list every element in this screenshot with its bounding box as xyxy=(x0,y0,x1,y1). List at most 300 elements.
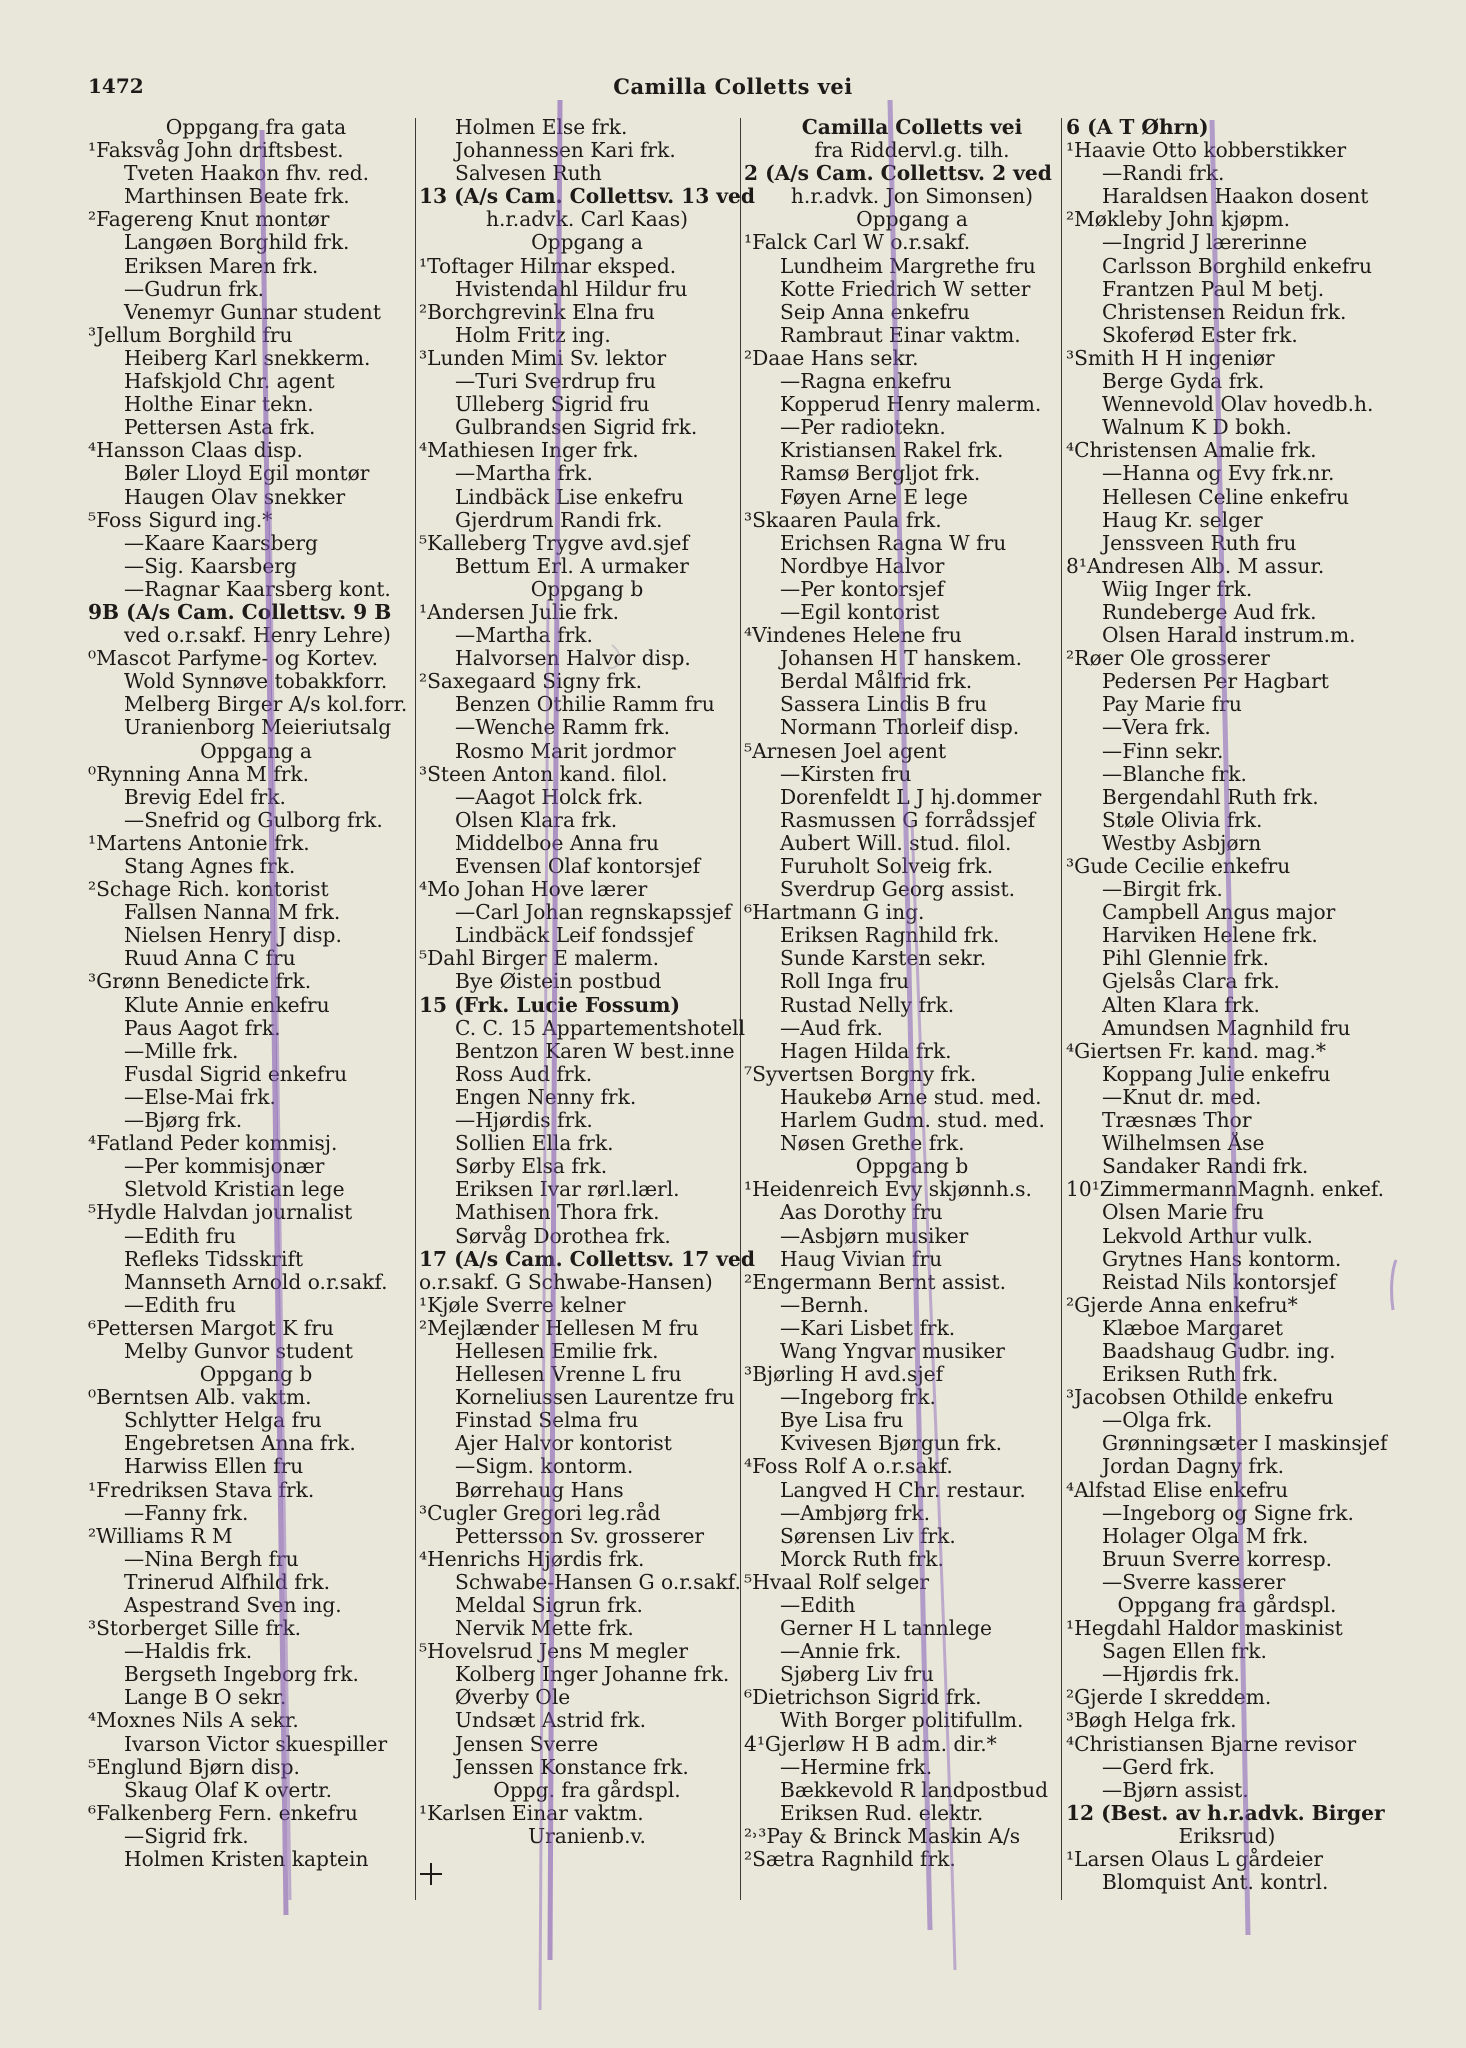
directory-entry: ⁴Fatland Peder kommisj. xyxy=(88,1132,338,1156)
directory-entry: Fusdal Sigrid enkefru xyxy=(124,1062,348,1086)
directory-entry: Finstad Selma fru xyxy=(455,1409,639,1433)
directory-entry: ¹Fredriksen Stava frk. xyxy=(88,1478,315,1502)
directory-entry: Ulleberg Sigrid fru xyxy=(455,393,650,417)
directory-entry: —Edith fru xyxy=(124,1224,236,1248)
directory-entry: ¹Toftager Hilmar eksped. xyxy=(419,254,677,278)
directory-entry: Oppgang fra gårdspl. xyxy=(1117,1594,1337,1617)
directory-entry: Erichsen Ragna W fru xyxy=(780,531,1007,555)
directory-entry: Engebretsen Anna frk. xyxy=(124,1432,356,1456)
pen-stroke xyxy=(1392,1260,1396,1310)
directory-entry: 12 (Best. av h.r.advk. Birger xyxy=(1066,1801,1385,1825)
directory-entry: ¹Hegdahl Haldor maskinist xyxy=(1066,1617,1343,1641)
directory-entry: —Carl Johan regnskapssjef xyxy=(455,901,732,925)
directory-entry: Carlsson Borghild enkefru xyxy=(1102,254,1372,278)
directory-entry: —Annie frk. xyxy=(780,1640,902,1664)
directory-entry: o.r.sakf. G Schwabe-Hansen) xyxy=(419,1270,713,1294)
directory-entry: Tveten Haakon fhv. red. xyxy=(124,162,370,186)
directory-entry: —Knut dr. med. xyxy=(1102,1085,1262,1109)
directory-entry: —Finn sekr. xyxy=(1102,739,1224,763)
directory-entry: Sunde Karsten sekr. xyxy=(780,947,987,971)
directory-entry: ¹Heidenreich Evy skjønnh.s. xyxy=(744,1178,1032,1202)
directory-entry: ⁴Giertsen Fr. kand. mag.* xyxy=(1066,1039,1327,1063)
directory-entry: Dorenfeldt L J hj.dommer xyxy=(780,785,1042,809)
column-1 xyxy=(88,116,424,1871)
directory-entry: Oppgang b xyxy=(199,1363,313,1387)
directory-entry: —Sig. Kaarsberg xyxy=(124,554,297,578)
directory-entry: —Egil kontorist xyxy=(780,600,940,624)
directory-entry: Normann Thorleif disp. xyxy=(780,716,1020,740)
directory-entry: —Kari Lisbet frk. xyxy=(780,1316,956,1340)
directory-entry: Ramsø Bergljot frk. xyxy=(780,462,981,486)
directory-entry: Berdal Målfrid frk. xyxy=(780,670,973,694)
directory-entry: Pettersen Asta frk. xyxy=(124,416,316,440)
directory-entry: Sørvåg Dorothea frk. xyxy=(455,1224,671,1248)
directory-entry: Engen Nenny frk. xyxy=(455,1085,637,1109)
directory-entry: Klæboe Margaret xyxy=(1102,1316,1283,1340)
directory-entry: Stang Agnes frk. xyxy=(124,855,296,878)
directory-entry: —Aagot Holck frk. xyxy=(455,785,644,809)
directory-entry: ¹Martens Antonie frk. xyxy=(88,831,310,855)
directory-entry: Bruun Sverre korresp. xyxy=(1102,1547,1333,1571)
directory-entry: Gulbrandsen Sigrid frk. xyxy=(455,416,698,440)
directory-entry: Baadshaug Gudbr. ing. xyxy=(1102,1339,1336,1363)
directory-entry: Haugen Olav snekker xyxy=(124,485,346,509)
directory-entry: —Martha frk. xyxy=(455,462,593,486)
directory-entry: —Ingeborg og Signe frk. xyxy=(1102,1501,1354,1525)
directory-entry: ³Gude Cecilie enkefru xyxy=(1066,855,1291,878)
directory-entry: ⁵Hovelsrud Jens M megler xyxy=(419,1640,688,1664)
directory-entry: ²Daae Hans sekr. xyxy=(744,346,919,370)
directory-entry: Ruud Anna C fru xyxy=(124,947,296,971)
directory-entry: Schlytter Helga fru xyxy=(124,1409,322,1433)
directory-entry: Sagen Ellen frk. xyxy=(1102,1640,1267,1664)
directory-entry: Eriksen Ivar rørl.lærl. xyxy=(455,1178,680,1202)
directory-entry: Sjøberg Liv fru xyxy=(780,1663,934,1687)
directory-entry: Westby Asbjørn xyxy=(1102,831,1262,855)
directory-entry: Salvesen Ruth xyxy=(455,162,602,186)
directory-entry: ⁰Rynning Anna M frk. xyxy=(88,762,310,786)
directory-entry: Bækkevold R landpostbud xyxy=(780,1778,1049,1802)
directory-entry: ²Gjerde I skreddem. xyxy=(1066,1686,1272,1710)
directory-entry: Skoferød Ester frk. xyxy=(1102,323,1298,347)
directory-entry: ¹Faksvåg John driftsbest. xyxy=(88,139,344,163)
directory-entry: Langøen Borghild frk. xyxy=(124,231,350,255)
directory-entry: Hellesen Vrenne L fru xyxy=(455,1363,682,1387)
directory-entry: ³Bøgh Helga frk. xyxy=(1066,1709,1237,1733)
directory-entry: ³Steen Anton kand. filol. xyxy=(419,762,668,786)
directory-entry: Nervik Mette frk. xyxy=(455,1617,634,1641)
directory-entry: Kotte Friedrich W setter xyxy=(780,277,1031,301)
directory-entry: Refleks Tidsskrift xyxy=(124,1247,304,1271)
directory-entry: Schwabe-Hansen G o.r.sakf. xyxy=(455,1570,741,1594)
directory-entry: Evensen Olaf kontorsjef xyxy=(455,855,701,878)
directory-entry: Middelboe Anna fru xyxy=(455,831,659,855)
directory-entry: ⁴Mo Johan Hove lærer xyxy=(419,878,648,902)
directory-entry: With Borger politifullm. xyxy=(780,1709,1024,1733)
directory-entry: Camilla Colletts vei xyxy=(801,116,1023,139)
directory-entry: Oppgang a xyxy=(856,208,968,232)
directory-entry: ¹Andersen Julie frk. xyxy=(419,600,620,624)
directory-entry: ²Borchgrevink Elna fru xyxy=(419,300,655,324)
directory-entry: Olsen Marie fru xyxy=(1102,1201,1265,1225)
directory-entry: Paus Aagot frk. xyxy=(124,1016,281,1040)
directory-entry: Bergendahl Ruth frk. xyxy=(1102,785,1319,809)
directory-entry: —Mille frk. xyxy=(124,1039,239,1063)
directory-entry: ¹Falck Carl W o.r.sakf. xyxy=(744,231,971,255)
directory-entry: Gjelsås Clara frk. xyxy=(1102,970,1280,994)
directory-entry: —Hermine frk. xyxy=(780,1755,933,1779)
directory-entry: Aas Dorothy fru xyxy=(780,1201,943,1225)
directory-entry: Blomquist Ant. kontrl. xyxy=(1102,1871,1329,1895)
directory-entry: ¹Larsen Olaus L gårdeier xyxy=(1066,1848,1324,1872)
directory-entry: Aspestrand Sven ing. xyxy=(124,1594,342,1617)
directory-entry: ²Saxegaard Signy frk. xyxy=(419,670,643,694)
directory-entry: —Ingrid J lærerinne xyxy=(1102,231,1308,255)
directory-entry: ²Gjerde Anna enkefru* xyxy=(1066,1293,1298,1317)
directory-entry: ³Jellum Borghild fru xyxy=(88,323,293,347)
directory-entry: Kvivesen Bjørgun frk. xyxy=(780,1432,1003,1456)
directory-entry: Pihl Glennie frk. xyxy=(1102,947,1270,971)
directory-entry: Haug Vivian fru xyxy=(780,1247,943,1271)
directory-entry: ⁵Arnesen Joel agent xyxy=(744,739,947,763)
directory-entry: Roll Inga fru xyxy=(780,970,910,994)
directory-entry: Wiig Inger frk. xyxy=(1102,577,1253,601)
directory-entry: Eriksen Maren frk. xyxy=(124,254,319,278)
directory-entry: Klute Annie enkefru xyxy=(124,993,330,1017)
directory-entry: Rundeberge Aud frk. xyxy=(1102,600,1317,624)
directory-entry: —Sigm. kontorm. xyxy=(455,1455,634,1479)
directory-entry: Uranienb.v. xyxy=(528,1824,646,1848)
directory-entry: Eriksen Ragnhild frk. xyxy=(780,924,1000,948)
directory-entry: —Ingeborg frk. xyxy=(780,1386,936,1410)
directory-entry: ³Smith H H ingeniør xyxy=(1066,346,1275,370)
directory-entry: ²Fagereng Knut montør xyxy=(88,208,330,232)
directory-entry: ²Sætra Ragnhild frk. xyxy=(744,1848,956,1872)
directory-entry: Uranienborg Meieriutsalg xyxy=(124,716,392,740)
directory-entry: ³Cugler Gregori leg.råd xyxy=(419,1501,661,1525)
directory-entry: Bøler Lloyd Egil montør xyxy=(124,462,370,486)
page-title: Camilla Colletts vei xyxy=(613,74,853,99)
directory-entry: Gerner H L tannlege xyxy=(780,1617,993,1641)
directory-entry: 6 (A T Øhrn) xyxy=(1066,116,1209,139)
directory-entry: ⁵Dahl Birger E malerm. xyxy=(419,947,660,971)
directory-entry: Berge Gyda frk. xyxy=(1102,370,1265,394)
directory-entry: Alten Klara frk. xyxy=(1102,993,1260,1017)
directory-entry: Lindbäck Leif fondssjef xyxy=(455,924,694,948)
directory-entry: Reistad Nils kontorsjef xyxy=(1102,1270,1337,1294)
directory-entry: C. C. 15 Appartementshotell xyxy=(455,1016,746,1040)
column-4 xyxy=(1066,116,1388,1894)
directory-entry: ⁶Pettersen Margot K fru xyxy=(88,1316,334,1340)
directory-entry: —Gudrun frk. xyxy=(124,277,265,301)
directory-entry: —Bjørn assist. xyxy=(1102,1778,1249,1802)
directory-entry: Amundsen Magnhild fru xyxy=(1102,1016,1351,1040)
directory-entry: Christensen Reidun frk. xyxy=(1102,300,1347,324)
directory-entry: Walnum K D bokh. xyxy=(1102,416,1292,440)
directory-entry: —Blanche frk. xyxy=(1102,762,1247,786)
directory-entry: Hvistendahl Hildur fru xyxy=(455,277,688,301)
directory-entry: Melby Gunvor student xyxy=(124,1339,354,1363)
directory-entry: Hafskjold Chr. agent xyxy=(124,370,335,394)
directory-entry: Hellesen Celine enkefru xyxy=(1102,485,1350,509)
directory-entry: ¹Karlsen Einar vaktm. xyxy=(419,1801,644,1825)
directory-entry: ³Skaaren Paula frk. xyxy=(744,508,942,532)
directory-entry: ⁶Falkenberg Fern. enkefru xyxy=(88,1801,358,1825)
directory-entry: Korneliussen Laurentze fru xyxy=(455,1386,735,1410)
directory-entry: Haraldsen Haakon dosent xyxy=(1102,185,1369,209)
directory-entry: ³Bjørling H avd.sjef xyxy=(744,1363,944,1387)
column-2 xyxy=(419,116,755,1848)
directory-entry: Bye Øistein postbud xyxy=(455,970,662,994)
directory-entry: —Bernh. xyxy=(780,1293,870,1317)
directory-entry: —Sigrid frk. xyxy=(124,1824,249,1848)
directory-entry: —Haldis frk. xyxy=(124,1640,253,1664)
directory-entry: Skaug Olaf K overtr. xyxy=(124,1778,332,1802)
directory-entry: Sverdrup Georg assist. xyxy=(780,878,1016,902)
directory-entry: Grytnes Hans kontorm. xyxy=(1102,1247,1342,1271)
directory-entry: —Kaare Kaarsberg xyxy=(124,531,318,555)
directory-entry: Olsen Harald instrum.m. xyxy=(1102,624,1356,648)
directory-entry: Øverby Ole xyxy=(455,1686,571,1710)
directory-entry: —Vera frk. xyxy=(1102,716,1211,740)
directory-entry: —Hjørdis frk. xyxy=(455,1109,593,1133)
directory-entry: ²Schage Rich. kontorist xyxy=(88,878,329,902)
directory-entry: Jenssen Konstance frk. xyxy=(455,1755,689,1779)
directory-entry: —Turi Sverdrup fru xyxy=(455,370,657,394)
directory-entry: ¹Haavie Otto kobberstikker xyxy=(1066,139,1347,163)
directory-entry: Holthe Einar tekn. xyxy=(124,393,314,417)
directory-entry: —Ambjørg frk. xyxy=(780,1501,931,1525)
directory-entry: Oppgang fra gata xyxy=(165,116,347,139)
directory-entry: —Wenche Ramm frk. xyxy=(455,716,671,740)
directory-entry: Bentzon Karen W best.inne xyxy=(455,1039,735,1063)
directory-entry: Johannessen Kari frk. xyxy=(455,139,676,163)
directory-entry: Harlem Gudm. stud. med. xyxy=(780,1109,1045,1133)
directory-entry: —Per radiotekn. xyxy=(780,416,946,440)
directory-entry: Sandaker Randi frk. xyxy=(1102,1155,1309,1179)
directory-entry: ⁶Dietrichson Sigrid frk. xyxy=(744,1686,982,1710)
directory-entry: Benzen Othilie Ramm fru xyxy=(455,693,715,717)
directory-entry: Haukebø Arne stud. med. xyxy=(780,1085,1042,1109)
directory-entry: ⁵Hydle Halvdan journalist xyxy=(88,1201,353,1225)
directory-entry: Venemyr Gunnar student xyxy=(124,300,381,324)
directory-entry: Rustad Nelly frk. xyxy=(780,993,955,1017)
directory-entry: Rosmo Marit jordmor xyxy=(455,739,676,763)
directory-entry: ⁴Vindenes Helene fru xyxy=(744,624,962,648)
directory-entry: —Edith fru xyxy=(124,1293,236,1317)
directory-entry: Frantzen Paul M betj. xyxy=(1102,277,1325,301)
directory-entry: Holmen Kristen kaptein xyxy=(124,1848,369,1872)
directory-entry: Undsæt Astrid frk. xyxy=(455,1709,647,1733)
directory-entry: —Fanny frk. xyxy=(124,1501,249,1525)
directory-entry: Wennevold Olav hovedb.h. xyxy=(1102,393,1374,417)
directory-entry: ²Røer Ole grosserer xyxy=(1066,647,1270,671)
directory-entry: —Ragnar Kaarsberg kont. xyxy=(124,577,391,601)
directory-entry: Lekvold Arthur vulk. xyxy=(1102,1224,1313,1248)
directory-entry: ⁴Hansson Claas disp. xyxy=(88,439,303,463)
directory-entry: Jordan Dagny frk. xyxy=(1102,1455,1285,1479)
directory-entry: Eriksrud) xyxy=(1178,1824,1276,1848)
directory-entry: —Hanna og Evy frk.nr. xyxy=(1102,462,1335,486)
directory-entry: Kristiansen Rakel frk. xyxy=(780,439,1004,463)
directory-entry: Langved H Chr. restaur. xyxy=(780,1478,1026,1502)
directory-entry: ⁴Christensen Amalie frk. xyxy=(1066,439,1317,463)
directory-entry: ⁵Hvaal Rolf selger xyxy=(744,1570,930,1594)
directory-entry: —Ragna enkefru xyxy=(780,370,952,394)
directory-entry: —Nina Bergh fru xyxy=(124,1547,299,1571)
directory-entry: —Sverre kasserer xyxy=(1102,1570,1286,1594)
directory-entry: Fallsen Nanna M frk. xyxy=(124,901,341,925)
directory-entry: Heiberg Karl snekkerm. xyxy=(124,346,371,370)
directory-entry: —Else-Mai frk. xyxy=(124,1085,276,1109)
directory-entry: Sassera Lindis B fru xyxy=(780,693,988,717)
directory-entry: Brevig Edel frk. xyxy=(124,785,286,809)
directory-entry: Wold Synnøve tobakkforr. xyxy=(124,670,388,694)
directory-entry: ⁵Englund Bjørn disp. xyxy=(88,1755,300,1779)
directory-entry: Eriksen Ruth frk. xyxy=(1102,1363,1279,1387)
directory-entry: Holager Olga M frk. xyxy=(1102,1524,1309,1548)
directory-entry: Sørby Elsa frk. xyxy=(455,1155,608,1179)
directory-entry: Trinerud Alfhild frk. xyxy=(124,1570,331,1594)
directory-entry: Johansen H T hanskem. xyxy=(780,647,1023,671)
directory-entry: —Edith xyxy=(780,1594,856,1617)
directory-entry: ⁰Mascot Parfyme- og Kortev. xyxy=(88,647,379,671)
directory-entry: 17 (A/s Cam. Collettsv. 17 ved xyxy=(419,1247,755,1271)
directory-entry: Rasmussen G forrådssjef xyxy=(780,808,1036,832)
directory-entry: Halvorsen Halvor disp. xyxy=(455,647,691,671)
directory-entry: —Kirsten fru xyxy=(780,762,912,786)
directory-entry: Ivarson Victor skuespiller xyxy=(124,1732,388,1756)
directory-entry: —Per kommisjonær xyxy=(124,1155,325,1179)
directory-entry: Hagen Hilda frk. xyxy=(780,1039,952,1063)
directory-entry: Oppgang b xyxy=(530,577,644,601)
directory-entry: Harwiss Ellen fru xyxy=(124,1455,304,1479)
directory-entry: Olsen Klara frk. xyxy=(455,808,618,832)
directory-entry: Oppgang a xyxy=(531,231,643,255)
directory-entry: —Asbjørn musiker xyxy=(780,1224,969,1248)
directory-entry: Holmen Else frk. xyxy=(455,116,628,139)
directory-entry: Oppg. fra gårdspl. xyxy=(493,1778,681,1802)
column-3 xyxy=(744,116,1080,1871)
directory-entry: Morck Ruth frk. xyxy=(780,1547,944,1571)
directory-entry: ⁴Moxnes Nils A sekr. xyxy=(88,1709,299,1733)
directory-entry: 9B (A/s Cam. Collettsv. 9 B xyxy=(88,600,392,624)
directory-entry: —Bjørg frk. xyxy=(124,1109,243,1133)
directory-entry: h.r.advk. Jon Simonsen) xyxy=(790,185,1034,209)
directory-entry: Lange B O sekr. xyxy=(124,1686,287,1710)
directory-entry: ²Engermann Bernt assist. xyxy=(744,1270,1007,1294)
directory-entry: Jensen Sverre xyxy=(455,1732,599,1756)
directory-entry: —Snefrid og Gulborg frk. xyxy=(124,808,383,832)
directory-entry: fra Riddervl.g. tilh. xyxy=(814,139,1010,163)
directory-entry: Støle Olivia frk. xyxy=(1102,808,1263,832)
directory-entry: ³Grønn Benedicte frk. xyxy=(88,970,312,994)
directory-entry: Mathisen Thora frk. xyxy=(455,1201,660,1225)
directory-entry: Wang Yngvar musiker xyxy=(780,1339,1005,1363)
directory-entry: Furuholt Solveig frk. xyxy=(780,855,994,878)
directory-entry: 15 (Frk. Lucie Fossum) xyxy=(419,993,681,1017)
directory-entry: Bergseth Ingeborg frk. xyxy=(124,1663,359,1687)
directory-entry: Føyen Arne E lege xyxy=(780,485,968,509)
directory-entry: Bye Lisa fru xyxy=(780,1409,904,1433)
directory-entry: 8¹Andresen Alb. M assur. xyxy=(1066,554,1325,578)
directory-entry: Gjerdrum Randi frk. xyxy=(455,508,663,532)
directory-entry: Lundheim Margrethe fru xyxy=(780,254,1036,278)
directory-entry: —Per kontorsjef xyxy=(780,577,945,601)
directory-entry: Melberg Birger A/s kol.forr. xyxy=(124,693,408,717)
directory-entry: Aubert Will. stud. filol. xyxy=(780,831,1012,855)
directory-entry: Kopperud Henry malerm. xyxy=(780,393,1042,417)
directory-entry: 10¹ZimmermannMagnh. enkef. xyxy=(1066,1178,1385,1202)
directory-entry: ⁰Berntsen Alb. vaktm. xyxy=(88,1386,312,1410)
directory-entry: ⁴Alfstad Elise enkefru xyxy=(1066,1478,1289,1502)
directory-entry: Bettum Erl. A urmaker xyxy=(455,554,689,578)
directory-entry: Koppang Julie enkefru xyxy=(1102,1062,1331,1086)
directory-entry: ⁵Kalleberg Trygve avd.sjef xyxy=(419,531,689,555)
directory-entry: Meldal Sigrun frk. xyxy=(455,1594,643,1617)
directory-entry: —Birgit frk. xyxy=(1102,878,1223,902)
directory-entry: ¹Kjøle Sverre kelner xyxy=(419,1293,626,1317)
directory-entry: ⁴Foss Rolf A o.r.sakf. xyxy=(744,1455,953,1479)
directory-entry: ved o.r.sakf. Henry Lehre) xyxy=(124,624,391,648)
directory-entry: Mannseth Arnold o.r.sakf. xyxy=(124,1270,388,1294)
directory-entry: Eriksen Rud. elektr. xyxy=(780,1801,984,1825)
directory-entry: Pedersen Per Hagbart xyxy=(1102,670,1329,694)
directory-entry: Nielsen Henry J disp. xyxy=(124,924,342,948)
directory-entry: Sletvold Kristian lege xyxy=(124,1178,345,1202)
directory-entry: Oppgang b xyxy=(855,1155,969,1179)
directory-entry: Nøsen Grethe frk. xyxy=(780,1132,965,1156)
directory-entry: ⁴Henrichs Hjørdis frk. xyxy=(419,1547,645,1571)
directory-entry: —Gerd frk. xyxy=(1102,1755,1216,1779)
directory-entry: Ross Aud frk. xyxy=(455,1062,593,1086)
directory-entry: —Martha frk. xyxy=(455,624,593,648)
directory-entry: Marthinsen Beate frk. xyxy=(124,185,350,209)
directory-entry: Haug Kr. selger xyxy=(1102,508,1263,532)
directory-entry: ⁷Syvertsen Borgny frk. xyxy=(744,1062,977,1086)
directory-entry: 13 (A/s Cam. Collettsv. 13 ved xyxy=(419,185,755,209)
directory-entry: Børrehaug Hans xyxy=(455,1478,624,1502)
directory-entry: Wilhelmsen Åse xyxy=(1102,1132,1265,1156)
directory-entry: h.r.advk. Carl Kaas) xyxy=(485,208,689,232)
directory-entry: Harviken Helene frk. xyxy=(1102,924,1318,948)
directory-entry: 2 (A/s Cam. Collettsv. 2 ved xyxy=(744,162,1052,186)
directory-entry: —Randi frk. xyxy=(1102,162,1225,186)
directory-entry: Oppgang a xyxy=(200,739,312,763)
directory-entry: —Olga frk. xyxy=(1102,1409,1213,1433)
directory-entry: Campbell Angus major xyxy=(1102,901,1336,925)
directory-entry: ³Jacobsen Othilde enkefru xyxy=(1066,1386,1334,1410)
directory-entry: ²Mejlænder Hellesen M fru xyxy=(419,1316,699,1340)
directory-entry: Ajer Halvor kontorist xyxy=(455,1432,672,1456)
directory-entry: ⁴Christiansen Bjarne revisor xyxy=(1066,1732,1357,1756)
directory-entry: ²˒³Pay & Brinck Maskin A/s xyxy=(744,1824,1021,1848)
directory-entry: 4¹Gjerløw H B adm. dir.* xyxy=(744,1732,997,1756)
directory-entry: Træsnæs Thor xyxy=(1102,1109,1252,1133)
directory-entry: Pay Marie fru xyxy=(1102,693,1242,717)
directory-entry: ⁵Foss Sigurd ing.* xyxy=(88,508,273,532)
directory-entry: Holm Fritz ing. xyxy=(455,323,611,347)
directory-entry: ³Storberget Sille frk. xyxy=(88,1617,302,1641)
directory-entry: Lindbäck Lise enkefru xyxy=(455,485,684,509)
directory-entry: Grønningsæter I maskinsjef xyxy=(1102,1432,1388,1456)
directory-entry: Sørensen Liv frk. xyxy=(780,1524,956,1548)
page-number: 1472 xyxy=(88,74,144,98)
directory-entry: ³Lunden Mimi Sv. lektor xyxy=(419,346,667,370)
directory-entry: Rambraut Einar vaktm. xyxy=(780,323,1021,347)
directory-entry: ²Møkleby John kjøpm. xyxy=(1066,208,1291,232)
directory-entry: —Aud frk. xyxy=(780,1016,883,1040)
